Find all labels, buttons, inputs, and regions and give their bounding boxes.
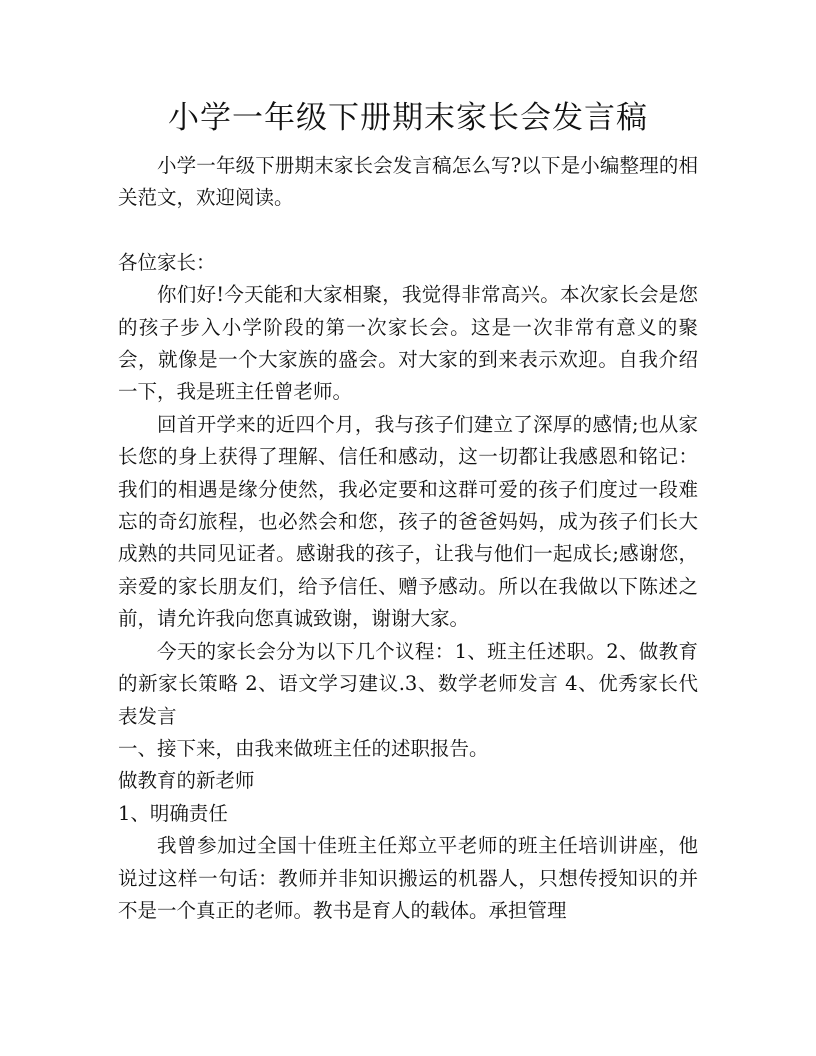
salutation: 各位家长：: [118, 250, 216, 274]
intro-paragraph: 小学一年级下册期末家长会发言稿怎么写?以下是小编整理的相关范文，欢迎阅读。: [118, 154, 698, 210]
reflection-paragraph: 回首开学来的近四个月，我与孩子们建立了深厚的感情;也从家长您的身上获得了理解、信任和感动，这一切都让我感恩和铭记：我们的相遇是缘分使然，我必定要和这群可爱的孩子们度过一段难忘的奇幻旅程，也必然会和您，孩子的爸爸妈妈，成为孩子们长大成熟的共同见证者。感谢我的孩子，让我与他们一起成长;感谢您，亲爱的家长朋友们，给予信任、赠予感动。所以在我做以下陈述之前，请允许我向您真诚致谢，谢谢大家。: [118, 412, 698, 631]
training-paragraph: 我曾参加过全国十佳班主任郑立平老师的班主任培训讲座，他说过这样一句话：教师并非知识搬运的机器人，只想传授知识的并不是一个真正的老师。教书是育人的载体。承担管理: [118, 834, 698, 922]
document-body: [118, 150, 698, 927]
section-heading-report: 一、接下来，由我来做班主任的述职报告。: [118, 736, 489, 760]
section-heading-responsibility: 1、明确责任: [118, 801, 228, 825]
document-title: 小学一年级下册期末家长会发言稿: [168, 100, 648, 136]
section-heading-new-teacher: 做教育的新老师: [118, 769, 255, 793]
paragraph-gap: [118, 215, 698, 247]
greeting-paragraph: 你们好!今天能和大家相聚，我觉得非常高兴。本次家长会是您的孩子步入小学阶段的第一次家长会。这是一次非常有意义的聚会，就像是一个大家族的盛会。对大家的到来表示欢迎。自我介绍一下，我是班主任曾老师。: [118, 283, 698, 404]
agenda-paragraph: 今天的家长会分为以下几个议程：1、班主任述职。2、做教育的新家长策略 2、语文学习建议.3、数学老师发言 4、优秀家长代表发言: [118, 639, 698, 728]
